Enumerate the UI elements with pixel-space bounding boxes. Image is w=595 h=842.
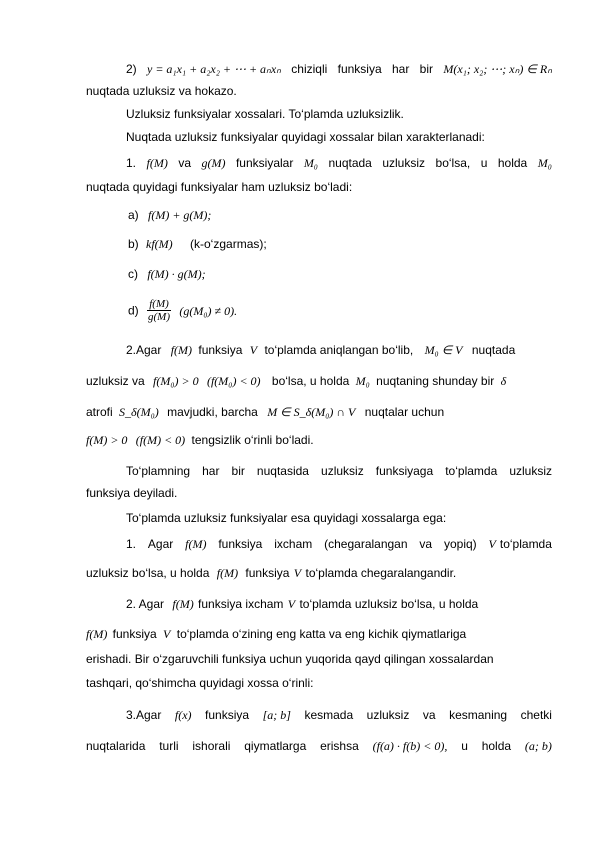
neighbourhood-intersection: M ∈ S_δ(M₀) ∩ V [267, 405, 356, 419]
p8-line2 [86, 739, 552, 753]
word: uzluksiz va [86, 374, 145, 388]
word: chiziqli [291, 62, 328, 76]
item-b-note: (k-o‘zgarmas); [190, 237, 267, 251]
word: har [391, 62, 410, 76]
p6-line2 [86, 566, 456, 580]
membership-formula: M₀ ∈ V [424, 343, 463, 357]
word: uzluksiz [321, 464, 364, 478]
function-g: g(M) [201, 156, 226, 170]
item-c-label: c) [128, 267, 138, 281]
p3-line4 [86, 433, 314, 447]
item-number: 2) [126, 62, 137, 76]
p8-line1 [126, 708, 552, 722]
p7-line3: erishadi. Bir o‘zgaruvchili funksiya uchun yuqorida qayd qilingan xossalardan [86, 652, 494, 666]
word: funksiya [205, 708, 250, 722]
neighbourhood: S_δ(M₀) [119, 405, 159, 419]
item-b-expression: kf(M) [146, 237, 173, 251]
item-d [128, 298, 237, 323]
word: uzluksiz [509, 464, 552, 478]
fraction-numerator: f(M) [149, 298, 169, 310]
section-heading: Uzluksiz funksiyalar xossalari. To‘plamda uzluksizlik. [126, 107, 404, 121]
fraction-denominator: g(M) [148, 311, 171, 323]
inequality: f(M) > 0 [86, 433, 128, 447]
word: har [202, 464, 220, 478]
word: uzluksiz [366, 708, 410, 722]
interval-ab: (a; b) [524, 739, 552, 753]
word: to‘plamda aniqlangan bo‘lib, [264, 343, 414, 357]
word: mavjudki, barcha [167, 405, 258, 419]
item-a-expression: f(M) + g(M); [148, 208, 212, 222]
word: funksiyaga [375, 464, 434, 478]
word: nuqtada [328, 156, 372, 170]
function-f: f(M) [146, 156, 168, 170]
p1-line2: nuqtada uzluksiz va hokazo. [86, 84, 237, 98]
p4-line1 [126, 464, 552, 478]
p7-line4: tashqari, qo‘shimcha quyidagi xossa o‘rinli: [86, 676, 314, 690]
set-v: V [287, 597, 296, 611]
function-f: f(M) [86, 627, 108, 641]
word: nuqtasida [256, 464, 309, 478]
word: holda [497, 156, 528, 170]
word: kesmada [304, 708, 354, 722]
word: funksiya [198, 343, 243, 357]
word: (chegaralangan [324, 537, 408, 551]
word: funksiya ixcham [198, 597, 284, 611]
segment-ab: [a; b] [262, 708, 291, 722]
word: to‘plamda uzluksiz bo‘lsa, u holda [299, 597, 479, 611]
sign-condition: (f(a) · f(b) < 0), [372, 739, 448, 753]
word: nuqtalar uchun [364, 405, 445, 419]
linear-function-formula: y = a₁x₁ + a₂x₂ + ⋯ + aₙxₙ [147, 62, 281, 76]
p3-line2 [86, 374, 506, 388]
function-f: f(M) [185, 537, 207, 551]
word: funksiya [245, 566, 290, 580]
item-a-label: a) [128, 208, 139, 222]
point-m0: M₀ [355, 374, 370, 388]
word: 3.Agar [126, 708, 162, 722]
inequality: f(M₀) > 0 [153, 374, 199, 388]
item-c [128, 267, 206, 281]
word: bir [231, 464, 245, 478]
function-f: f(M) [216, 566, 239, 580]
item-number: 1. [126, 537, 137, 551]
word: 2.Agar [126, 343, 162, 357]
set-v: V [249, 343, 258, 357]
word: to‘plamda o‘zining eng katta va eng kichik qiymatlariga [176, 627, 467, 641]
item-a [128, 208, 211, 222]
word: kesmaning [449, 708, 508, 722]
item-number: 1. [126, 156, 137, 170]
word: va [422, 708, 436, 722]
p7-line1 [126, 597, 478, 611]
p3-line3 [86, 405, 444, 419]
word: To‘plamning [126, 464, 191, 478]
word: erishsa [320, 739, 359, 753]
item-b [128, 237, 267, 251]
delta-symbol: δ [500, 374, 507, 388]
word: uzluksiz [382, 156, 426, 170]
item-b-label: b) [128, 237, 139, 251]
word: to‘plamda chegaralangandir. [305, 566, 457, 580]
point-formula: M(x₁; x₂; ⋯; xₙ) ∈ Rₙ [443, 62, 552, 76]
word: va [419, 537, 433, 551]
word: to‘plamda [445, 464, 498, 478]
word: uzluksiz bo‘lsa, u holda [86, 566, 210, 580]
word: nuqtalarida [86, 739, 146, 753]
set-v: V [293, 566, 302, 580]
inequality-alt: (f(M) < 0) [135, 433, 186, 447]
point-m0: M₀ [537, 156, 552, 170]
word: ixcham [274, 537, 313, 551]
word: Agar [147, 537, 174, 551]
word: bo‘lsa, u holda [271, 374, 350, 388]
inequality-alt: (f(M₀) < 0) [206, 374, 261, 388]
p3-line1 [126, 343, 515, 357]
word: tengsizlik o‘rinli bo‘ladi. [191, 433, 314, 447]
function-fx: f(x) [174, 708, 192, 722]
function-f: f(M) [172, 597, 194, 611]
word: funksiya [218, 537, 263, 551]
point-m0: M₀ [303, 156, 318, 170]
word: bir [419, 62, 433, 76]
intro-text: Nuqtada uzluksiz funksiyalar quyidagi xossalar bilan xarakterlanadi: [126, 130, 485, 144]
word: chetki [520, 708, 552, 722]
set-v: V [488, 537, 496, 551]
word: va [178, 156, 191, 170]
item-d-condition: (g(M₀) ≠ 0). [179, 303, 238, 318]
item-d-label: d) [128, 303, 139, 318]
word: funksiya [112, 627, 157, 641]
set-v: V [163, 627, 171, 641]
p2-line2: nuqtada quyidagi funksiyalar ham uzluksiz bo‘ladi: [86, 180, 353, 194]
word: atrofi [86, 405, 113, 419]
word: bo‘lsa, [435, 156, 471, 170]
word: qiymatlarga [244, 739, 307, 753]
word: nuqtada [471, 343, 516, 357]
p7-line2 [86, 627, 466, 641]
p4-line2: funksiya deyiladi. [86, 486, 178, 500]
word: u [480, 156, 488, 170]
p5-text: To‘plamda uzluksiz funksiyalar esa quyidagi xossalarga ega: [126, 511, 447, 525]
word: funksiyalar [235, 156, 294, 170]
word: nuqtaning shunday bir [376, 374, 495, 388]
function-f: f(M) [170, 343, 193, 357]
item-c-expression: f(M) · g(M); [147, 267, 206, 281]
word: holda [481, 739, 512, 753]
word: turli [159, 739, 179, 753]
p6-line1 [126, 537, 552, 551]
item-d-fraction [146, 298, 172, 323]
p1-line1 [126, 62, 552, 76]
word: 2. Agar [126, 597, 165, 611]
p2-line1 [126, 156, 552, 170]
word: yopiq) [443, 537, 477, 551]
word: u [461, 739, 468, 753]
word: to‘plamda [499, 537, 552, 551]
word: funksiya [337, 62, 382, 76]
word: ishorali [192, 739, 231, 753]
